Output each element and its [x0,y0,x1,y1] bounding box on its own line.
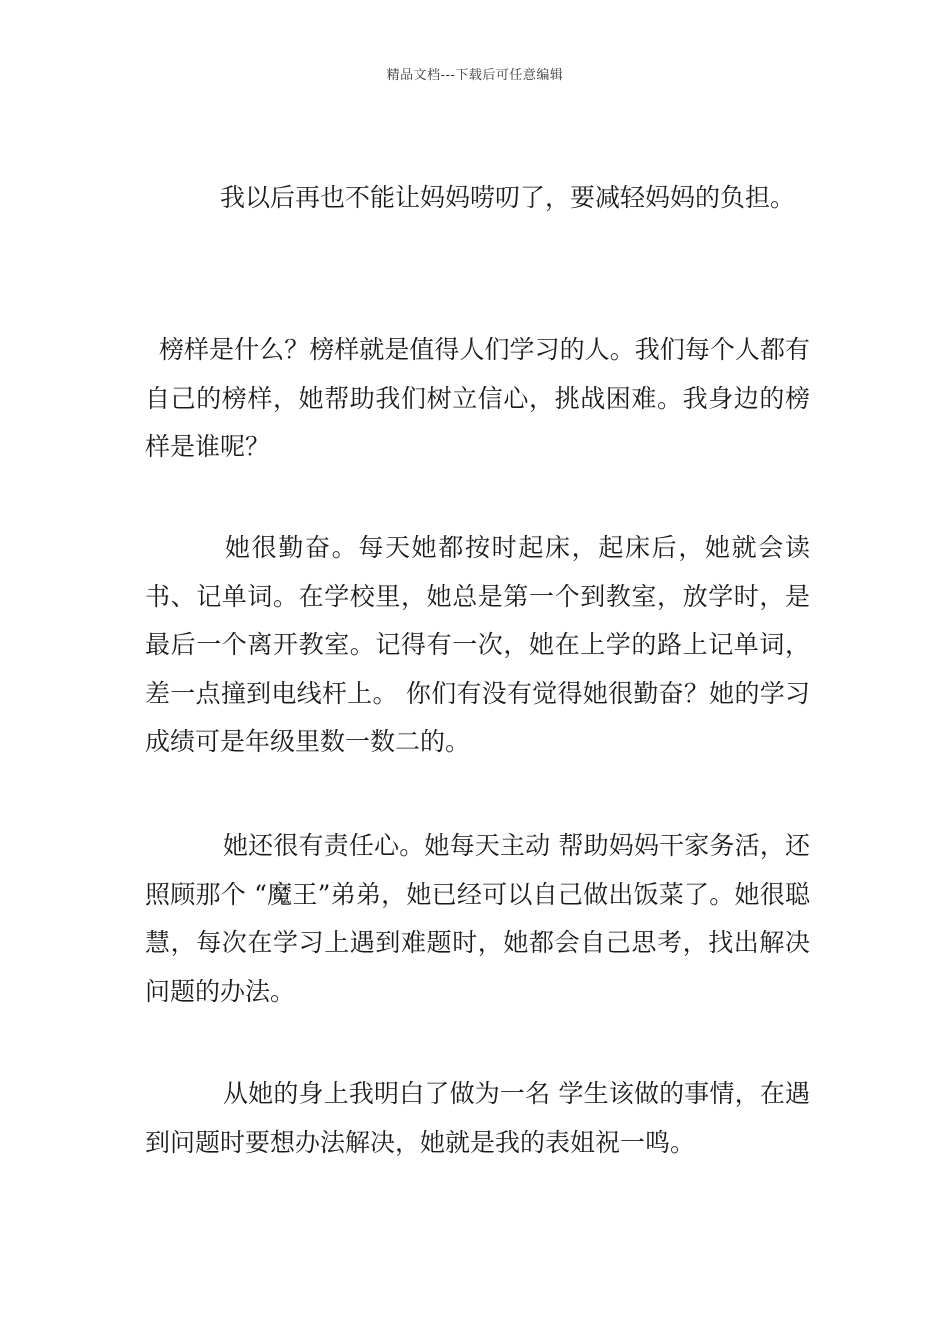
page-header: 精品文档---下载后可任意编辑 [386,68,564,83]
paragraph-5: 从她的身上我明白了做为一名 学生该做的事情，在遇到问题时要想办法解决，她就是我的表姐祝一鸣。 [145,1079,810,1157]
paragraph-4: 她还很有责任心。她每天主动 帮助妈妈干家务活，还照顾那个 “魔王”弟弟，她已经可以自己做出饭菜了。她很聪慧，每次在学习上遇到难题时，她都会自己思考，找出解决问题的办法。 [145,831,810,1006]
paragraph-2: 榜样是什么？榜样就是值得人们学习的人。我们每个人都有自己的榜样，她帮助我们树立信心，挑战困难。我身边的榜样是谁呢？ [145,335,810,461]
paragraph-3: 她很勤奋。每天她都按时起床，起床后，她就会读书、记单词。在学校里，她总是第一个到教室，放学时，是最后一个离开教室。记得有一次，她在上学的路上记单词，差一点撞到电线杆上。 你们有没有觉得她很勤奋？她的学习成绩可是年级里数一数二的。 [145,533,810,756]
paragraph-1: 我以后再也不能让妈妈唠叨了，要减轻妈妈的负担。 [220,183,796,212]
